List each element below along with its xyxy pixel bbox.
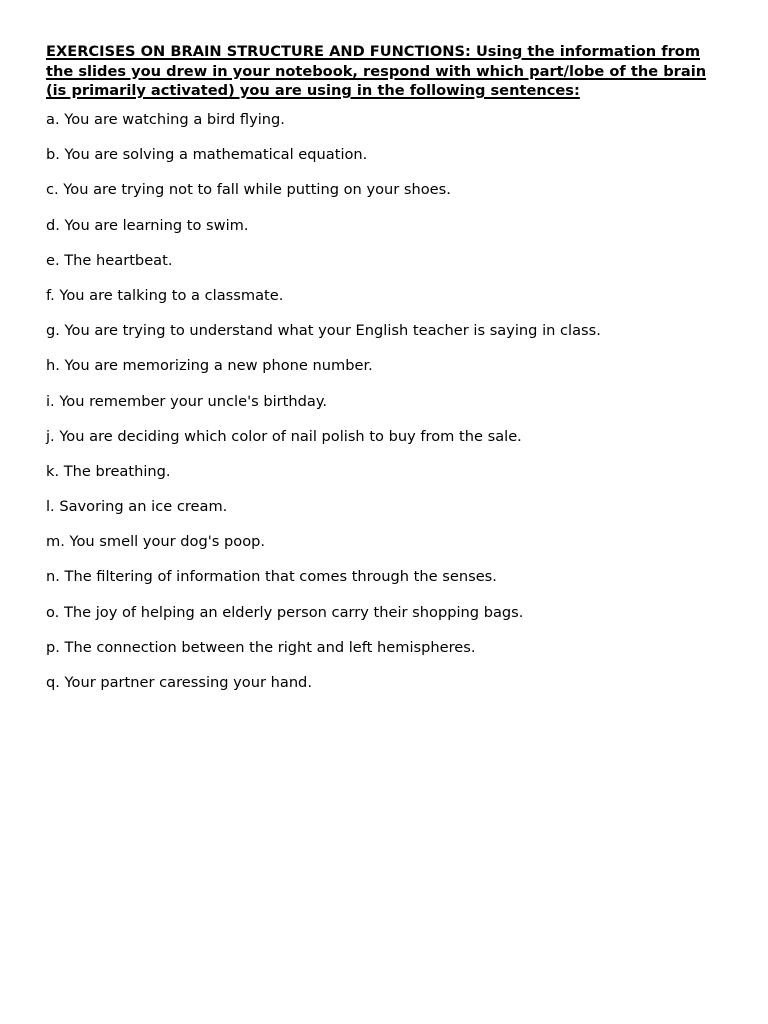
exercise-item-i: i. You remember your uncle's birthday. xyxy=(46,392,328,410)
exercise-item-g: g. You are trying to understand what your English teacher is saying in class. xyxy=(46,322,601,340)
exercise-heading: EXERCISES ON BRAIN STRUCTURE AND FUNCTIONS: Using the information from the slides you drew in your notebook, respond with which part/lobe of the brain (is primarily activated) you are using in the following sentences: xyxy=(46,43,707,100)
exercise-item-b: b. You are solving a mathematical equation. xyxy=(46,146,368,164)
exercise-item-q: q. Your partner caressing your hand. xyxy=(46,674,312,691)
exercise-item-p: p. The connection between the right and left hemispheres. xyxy=(46,638,476,656)
exercise-item-d: d. You are learning to swim. xyxy=(46,216,249,234)
exercise-item-e: e. The heartbeat. xyxy=(46,251,173,269)
exercise-item-m: m. You smell your dog's poop. xyxy=(46,533,266,551)
exercise-list xyxy=(46,110,736,708)
exercise-item-h: h. You are memorizing a new phone number. xyxy=(46,357,373,375)
exercise-item-o: o. The joy of helping an elderly person carry their shopping bags. xyxy=(46,603,524,621)
exercise-item-j: j. You are deciding which color of nail polish to buy from the sale. xyxy=(46,427,522,445)
exercise-item-n: n. The filtering of information that comes through the senses. xyxy=(46,568,497,586)
exercise-item-c: c. You are trying not to fall while putting on your shoes. xyxy=(46,181,451,199)
exercise-item-k: k. The breathing. xyxy=(46,462,171,480)
exercise-item-f: f. You are talking to a classmate. xyxy=(46,286,284,304)
exercise-item-a: a. You are watching a bird flying. xyxy=(46,111,285,128)
exercise-item-l: l. Savoring an ice cream. xyxy=(46,498,228,516)
